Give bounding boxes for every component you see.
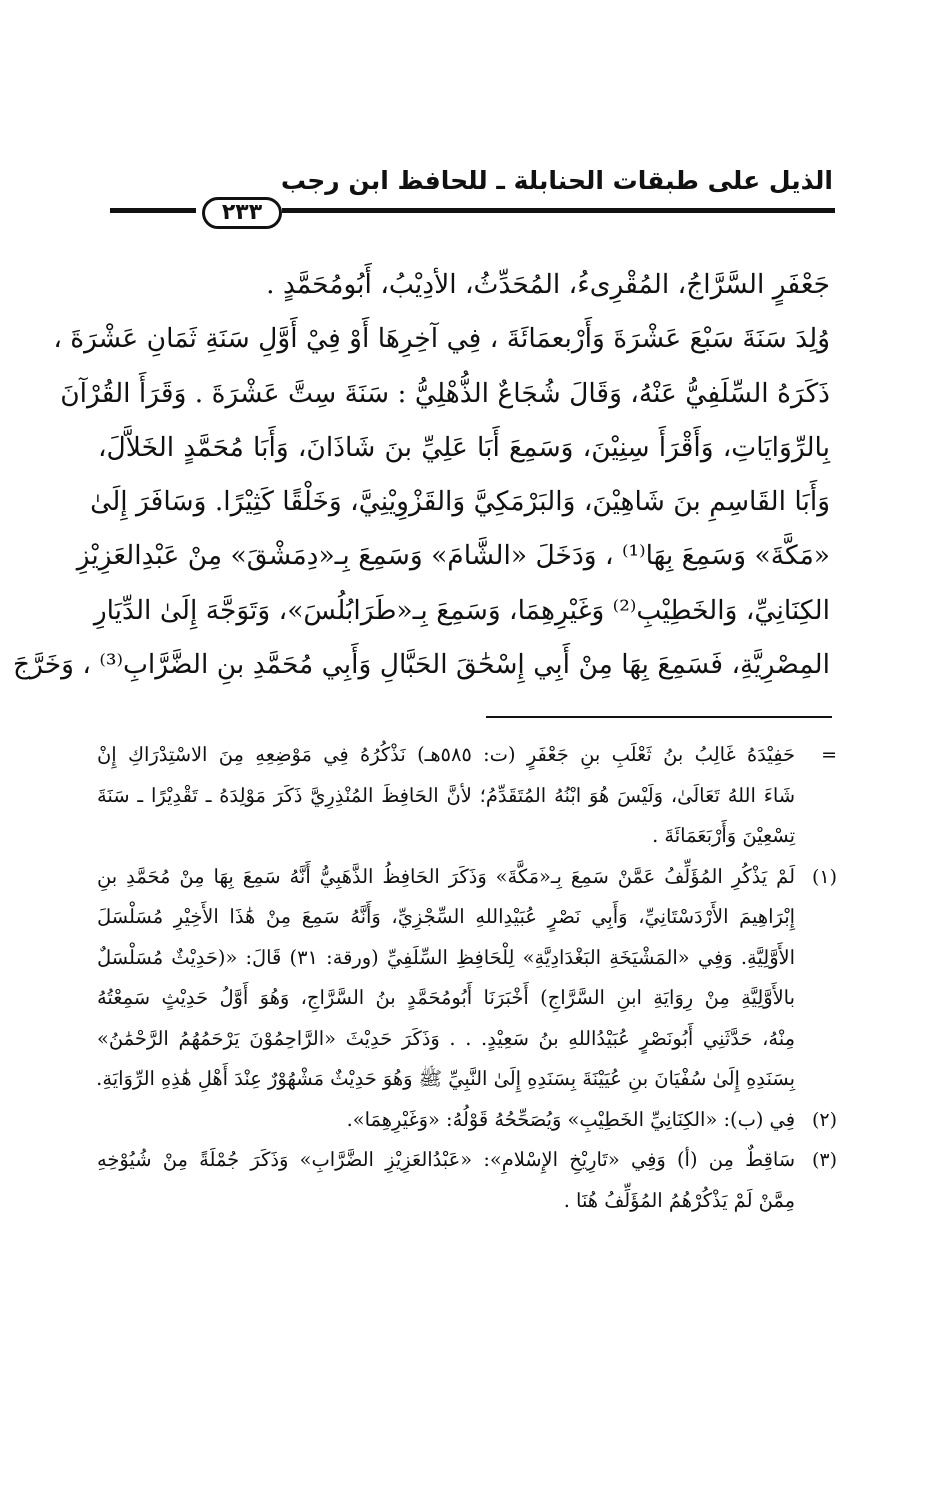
continuation-marker: = <box>821 744 837 766</box>
running-header-title: الذيل على طبقات الحنابلة ـ للحافظ ابن رجب <box>280 166 833 195</box>
footnote-number: (٣) <box>811 1149 837 1171</box>
main-text <box>13 258 830 692</box>
footnote-3 <box>97 1140 837 1221</box>
footnote-number: (١) <box>811 865 837 888</box>
body-line: وَأَبَا القَاسِمِ بنَ شَاهِيْنَ، وَالبَرْمَكِيَّ وَالقَزْوِيْنِيَّ، وَخَلْقًا كَثِيْرًا. وَسَافَرَ إِلَىٰ <box>90 486 830 518</box>
header-rule-right <box>282 208 835 213</box>
footnote-separator <box>486 716 832 718</box>
footnote-line: إِبْرَاهِيمَ الأَرْدَسْتَانِيِّ، وَأَبِي نَصْرٍ عُبَيْدِاللهِ السِّجْزِيِّ، وَأَنَّهُ سَمِعَ مِنْ هَٰذَا الأَخِيْرِ مُسَلْسَلَ <box>97 905 795 928</box>
body-line: الكِنَانِيِّ، وَالخَطِيْبِ⁽²⁾ وَغَيْرِهِمَا، وَسَمِعَ بِـ«طَرَابُلُسَ»، وَتَوَجَّهَ إِلَىٰ الدِّيَارِ <box>93 594 830 626</box>
footnote-line: مِنْهُ، حَدَّثَنِي أَبُونَصْرٍ عُبَيْدُاللهِ بنُ سَعِيْدٍ. . . وَذَكَرَ حَدِيْثَ «الرَّاحِمُوْنَ يَرْحَمُهُمُ الرَّحْمَٰنُ» <box>97 1026 795 1050</box>
footnote-2 <box>97 1100 837 1141</box>
footnote-1 <box>97 857 837 1100</box>
footnote-line: لَمْ يَذْكُرِ المُؤَلِّفُ عَمَّنْ سَمِعَ بِـ«مَكَّةَ» وَذَكَرَ الحَافِظُ الذَّهَبِيُّ أَنَّهُ سَمِعَ بِهَا مِنْ مُحَمَّدِ بنِ <box>97 864 795 888</box>
body-line: «مَكَّةَ» وَسَمِعَ بِهَا⁽¹⁾ ، وَدَخَلَ «الشَّامَ» وَسَمِعَ بِـ«دِمَشْقَ» مِنْ عَبْدِالعَزِيْزِ <box>76 540 830 572</box>
body-line: بِالرِّوَايَاتِ، وَأَقْرَأَ سِنِيْنَ، وَسَمِعَ أَبَا عَلِيِّ بنَ شَاذَانَ، وَأَبَا مُحَمَّدٍ الخَلاَّلَ، <box>98 431 830 463</box>
footnote-line: تِسْعِيْنَ وَأَرْبَعَمَائَةَ . <box>652 824 795 847</box>
page-number-bar <box>110 197 835 231</box>
footnote-continuation <box>97 735 837 857</box>
footnote-line: شَاءَ اللهُ تَعَالَىٰ، وَلَيْسَ هُوَ ابْنُهُ المُتَقَدِّمُ؛ لأنَّ الحَافِظَ المُنْذِرِيَّ ذَكَرَ مَوْلِدَهُ ـ تَقْدِيْرًا ـ سَنَةَ <box>97 783 795 807</box>
footnote-line: فِي (ب): «الكِنَانِيِّ الخَطِيْبِ» وَيُصَحِّحُهُ قَوْلُهُ: «وَغَيْرِهِمَا». <box>346 1107 795 1131</box>
body-line: جَعْفَرٍ السَّرَّاجُ، المُقْرِىءُ، المُحَدِّثُ، الأدِيْبُ، أَبُومُحَمَّدٍ . <box>266 269 830 300</box>
footnote-line: الأَوَّلِيَّةِ. وَفِي «المَشْيَخَةِ البَغْدَادِيَّةِ» لِلْحَافِظِ السِّلَفِيِّ (ورقة: ٣١) قَالَ: «(حَدِيْثٌ مُسَلْسَلٌ <box>97 945 795 969</box>
page-number: ٢٣٣ <box>202 197 282 229</box>
footnote-line: مِمَّنْ لَمْ يَذْكُرْهُمُ المُؤَلِّفُ هُنَا . <box>563 1188 795 1212</box>
footnote-line: سَاقِطٌ مِن (أ) وَفِي «تَارِيْخِ الإِسْلامِ»: «عَبْدُالعَزِيْزِ الضَّرَّابِ» وَذَكَرَ جُمْلَةً مِنْ شُيُوْخِهِ <box>97 1148 795 1171</box>
body-line: المِصْرِيَّةِ، فَسَمِعَ بِهَا مِنْ أَبِي إِسْحَٰقَ الحَبَّالِ وَأَبِي مُحَمَّدِ بنِ الضَّرَّابِ⁽³⁾ ، وَخَرَّجَ <box>13 649 830 681</box>
footnote-number: (٢) <box>811 1108 837 1131</box>
footnote-line: بِسَنَدِهِ إِلَىٰ سُفْيَانَ بنِ عُيَيْنَةَ بِسَنَدِهِ إِلَىٰ النَّبِيِّ ﷺ وَهُوَ حَدِيْثٌ مَشْهُوْرٌ عِنْدَ أَهْلِ هَٰذِهِ الرِّوَايَةِ. <box>96 1067 795 1090</box>
header-rule-left <box>110 208 196 213</box>
footnote-line: حَفِيْدَهُ غَالِبُ بنُ ثَعْلَبِ بنِ جَعْفَرٍ (ت: ٥٨٥هـ) نَذْكُرُهُ فِي مَوْضِعِهِ مِنَ الاسْتِدْرَاكِ إِنْ <box>97 743 795 766</box>
body-line: وُلِدَ سَنَةَ سَبْعَ عَشْرَةَ وَأَرْبعمَائَةَ ، فِي آخِرِهَا أَوْ فِيْ أَوَّلِ سَنَةِ ثَمَانِ عَشْرَةَ ، <box>53 323 830 355</box>
footnotes <box>97 735 837 1221</box>
body-line: ذَكَرَهُ السِّلَفِيُّ عَنْهُ، وَقَالَ شُجَاعٌ الذُّهْلِيُّ : سَنَةَ سِتَّ عَشْرَةَ . وَقَرَأَ القُرْآنَ <box>60 377 830 409</box>
footnote-line: بالأَوَّلِيَّةِ مِنْ رِوَايَةِ ابنِ السَّرَّاجِ) أَخْبَرَنَا أَبُومُحَمَّدٍ بنُ السَّرَّاجِ، وَهُوَ أَوَّلُ حَدِيْثٍ سَمِعْتُهُ <box>97 986 795 1009</box>
